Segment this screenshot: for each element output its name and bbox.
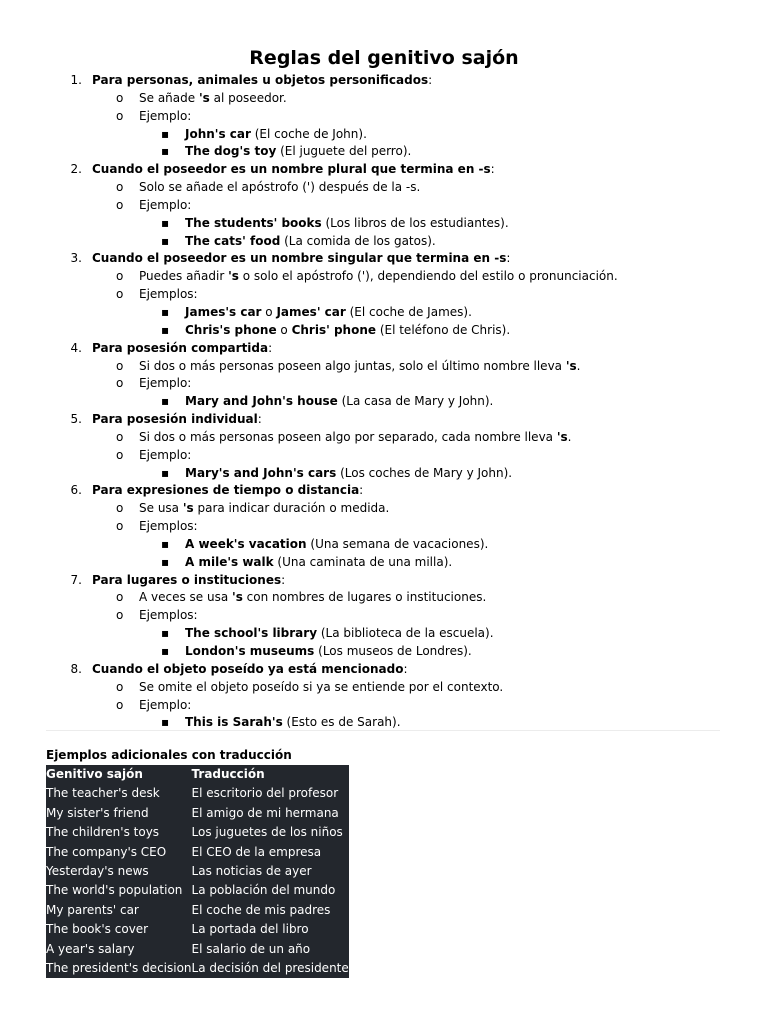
square-bullet: ▪: [161, 536, 170, 551]
example-text: [185, 536, 488, 554]
rule-explanation: [139, 429, 572, 447]
circle-bullet: o: [116, 608, 124, 623]
example-label: Ejemplos:: [139, 519, 198, 534]
example-text: [185, 643, 472, 661]
example-english: A week's vacation: [185, 536, 307, 551]
square-bullet: ▪: [161, 233, 170, 248]
square-bullet: ▪: [161, 322, 170, 337]
rule-explanation: [139, 90, 287, 108]
rule-heading: Cuando el objeto poseído ya está mencionado: [92, 661, 404, 676]
example-item: [0, 322, 768, 340]
example-translation: (Los museos de Londres).: [314, 644, 472, 658]
example-label: Ejemplo:: [139, 197, 192, 212]
rule-number: 6.: [70, 483, 82, 498]
rule-heading-line: Cuando el objeto poseído ya está mencionado:: [92, 661, 408, 676]
example-item: [0, 536, 768, 554]
rule-heading: Para posesión individual: [92, 412, 258, 427]
example-label-item: [0, 697, 768, 715]
example-translation: (Una caminata de una milla).: [273, 554, 453, 569]
rule-item: [0, 661, 768, 679]
rules-list: [0, 72, 768, 732]
example-label-item: [0, 286, 768, 304]
example-translation: (El juguete del perro).: [276, 144, 412, 159]
example-item: [0, 554, 768, 572]
bold-text: 's: [556, 429, 568, 444]
example-translation: (Los coches de Mary y John).: [336, 465, 513, 480]
rule-heading: Cuando el poseedor es un nombre singular que termina en -s: [92, 251, 507, 266]
text-segment: Se añade: [139, 90, 199, 105]
text-segment: Se omite el objeto poseído si ya se entiende por el contexto.: [139, 679, 504, 694]
rule-heading-line: Para lugares o instituciones:: [92, 572, 286, 587]
rule-heading: Para personas, animales u objetos personificados: [92, 73, 429, 87]
square-bullet: ▪: [161, 644, 170, 658]
example-english: John's car: [185, 126, 251, 141]
example-item: [0, 215, 768, 233]
rule-explanation-item: [0, 90, 768, 108]
example-english: James's car: [185, 304, 262, 319]
example-label: Ejemplo:: [139, 697, 192, 712]
example-english: London's museums: [185, 644, 315, 658]
text-segment: Si dos o más personas poseen algo juntas, solo el último nombre lleva: [139, 358, 566, 373]
example-item: [0, 625, 768, 643]
example-translation: o: [276, 322, 292, 337]
example-translation: (Esto es de Sarah).: [282, 715, 401, 730]
text-segment: Solo se añade el apóstrofo (') después de la -s.: [139, 180, 421, 195]
example-text: [185, 143, 411, 161]
rule-heading-line: Para expresiones de tiempo o distancia:: [92, 483, 364, 498]
rule-explanation-item: [0, 179, 768, 197]
table-row: [46, 862, 349, 881]
example-translation: (La biblioteca de la escuela).: [317, 626, 494, 641]
example-english: Chris's phone: [185, 322, 277, 337]
rule-heading-line: Cuando el poseedor es un nombre singular que termina en -s:: [92, 251, 511, 266]
rule-explanation-item: [0, 589, 768, 607]
example-english: Chris' phone: [291, 322, 376, 337]
rule-heading: Para expresiones de tiempo o distancia: [92, 483, 360, 498]
example-english: The dog's toy: [185, 144, 277, 159]
example-translation: (La casa de Mary y John).: [337, 394, 494, 409]
example-english: Mary and John's house: [185, 394, 338, 409]
circle-bullet: o: [116, 501, 124, 516]
rule-explanation-item: [0, 358, 768, 376]
example-text: [185, 215, 509, 233]
cell-genitivo: The book's cover: [46, 922, 149, 937]
table-row: [46, 901, 349, 920]
square-bullet: ▪: [161, 715, 170, 730]
rule-item: [0, 572, 768, 590]
square-bullet: ▪: [161, 126, 170, 141]
example-english: The students' books: [185, 215, 322, 230]
rule-explanation: [139, 589, 486, 607]
square-bullet: ▪: [161, 465, 170, 480]
square-bullet: ▪: [161, 394, 170, 409]
example-text: [185, 554, 452, 572]
header-genitivo: Genitivo sajón: [46, 767, 143, 781]
example-english: James' car: [276, 304, 346, 319]
cell-genitivo: My sister's friend: [46, 805, 149, 820]
bold-text: 's: [565, 358, 577, 373]
rule-explanation: [139, 179, 420, 197]
rule-heading: Para posesión compartida: [92, 340, 269, 355]
square-bullet: ▪: [161, 304, 170, 319]
rule-explanation-item: [0, 429, 768, 447]
circle-bullet: o: [116, 519, 124, 534]
circle-bullet: o: [116, 269, 124, 284]
header-traduccion: Traducción: [191, 767, 265, 781]
example-label: Ejemplos:: [139, 287, 198, 302]
rule-number: 4.: [70, 340, 82, 355]
example-item: [0, 233, 768, 251]
example-label-item: [0, 197, 768, 215]
cell-genitivo: The president's decision: [46, 961, 192, 976]
example-label-item: [0, 375, 768, 393]
example-label: Ejemplo:: [139, 376, 192, 391]
cell-genitivo: Yesterday's news: [46, 864, 149, 879]
example-item: [0, 126, 768, 144]
rule-heading: Para lugares o instituciones: [92, 572, 282, 587]
example-label-item: [0, 607, 768, 625]
cell-traduccion: La decisión del presidente: [191, 961, 349, 976]
rule-explanation-item: [0, 679, 768, 697]
rule-number: 5.: [70, 412, 82, 427]
square-bullet: ▪: [161, 215, 170, 230]
example-english: A mile's walk: [185, 554, 274, 569]
text-segment: .: [576, 358, 581, 373]
circle-bullet: o: [116, 447, 124, 462]
circle-bullet: o: [116, 697, 124, 712]
text-segment: Puedes añadir: [139, 269, 229, 284]
example-label-item: [0, 518, 768, 536]
square-bullet: ▪: [161, 626, 170, 641]
circle-bullet: o: [116, 376, 124, 391]
cell-genitivo: The teacher's desk: [46, 786, 160, 801]
text-segment: para indicar duración o medida.: [193, 501, 390, 516]
table-row: [46, 823, 349, 842]
cell-traduccion: La población del mundo: [191, 883, 336, 898]
rule-item: [0, 340, 768, 358]
example-translation: (La comida de los gatos).: [280, 233, 436, 248]
example-text: [185, 233, 436, 251]
example-text: [185, 625, 494, 643]
example-english: The cats' food: [185, 233, 281, 248]
example-item: [0, 643, 768, 661]
example-translation: (Una semana de vacaciones).: [306, 536, 489, 551]
square-bullet: ▪: [161, 144, 170, 159]
example-text: [185, 304, 472, 322]
table-row: [46, 920, 349, 939]
cell-traduccion: El escritorio del profesor: [191, 786, 339, 801]
example-english: This is Sarah's: [185, 715, 283, 730]
cell-traduccion: El coche de mis padres: [191, 902, 331, 917]
text-segment: o solo el apóstrofo ('), dependiendo del estilo o pronunciación.: [238, 269, 618, 284]
circle-bullet: o: [116, 429, 124, 444]
example-item: [0, 393, 768, 411]
example-translation: o: [261, 304, 277, 319]
circle-bullet: o: [116, 287, 124, 302]
example-item: [0, 304, 768, 322]
cell-traduccion: La portada del libro: [191, 922, 309, 937]
rule-number: 2.: [70, 162, 82, 177]
example-translation: (Los libros de los estudiantes).: [321, 215, 509, 230]
circle-bullet: o: [116, 90, 124, 105]
example-item: [0, 465, 768, 483]
rule-item: [0, 161, 768, 179]
text-segment: al poseedor.: [209, 90, 287, 105]
rule-heading: Cuando el poseedor es un nombre plural que termina en -s: [92, 162, 491, 177]
cell-genitivo: A year's salary: [46, 941, 135, 956]
rule-explanation: [139, 358, 581, 376]
table-row: [46, 804, 349, 823]
rule-item: [0, 250, 768, 268]
example-text: [185, 322, 510, 340]
bold-text: 's: [232, 590, 243, 605]
example-label: Ejemplos:: [139, 608, 198, 623]
example-text: [185, 393, 493, 411]
text-segment: A veces se usa: [139, 590, 233, 605]
rule-number: 1.: [70, 73, 82, 87]
example-english: Mary's and John's cars: [185, 465, 337, 480]
rule-number: 3.: [70, 251, 82, 266]
cell-traduccion: El salario de un año: [191, 941, 311, 956]
example-label-item: [0, 447, 768, 465]
rule-explanation: [139, 500, 389, 518]
example-translation: (El coche de John).: [250, 126, 367, 141]
rule-item: [0, 482, 768, 500]
rule-item: [0, 72, 768, 90]
example-text: [185, 126, 367, 144]
table-title: Ejemplos adicionales con traducción: [46, 748, 292, 762]
example-text: [185, 465, 512, 483]
table-header-row: [46, 765, 349, 784]
rule-explanation-item: [0, 268, 768, 286]
example-translation: (El coche de James).: [345, 304, 472, 319]
rule-heading-line: Para posesión compartida:: [92, 340, 273, 355]
cell-traduccion: Las noticias de ayer: [191, 864, 312, 879]
circle-bullet: o: [116, 590, 124, 605]
cell-traduccion: Los juguetes de los niños: [191, 825, 343, 840]
text-segment: con nombres de lugares o instituciones.: [242, 590, 487, 605]
circle-bullet: o: [116, 180, 124, 195]
rule-item: [0, 411, 768, 429]
rule-heading-line: Para posesión individual:: [92, 412, 262, 427]
circle-bullet: o: [116, 197, 124, 212]
bold-text: 's: [228, 269, 239, 284]
example-label: Ejemplo:: [139, 108, 192, 123]
table-row: [46, 881, 349, 900]
example-label: Ejemplo:: [139, 447, 192, 462]
example-label-item: [0, 108, 768, 126]
rule-explanation-item: [0, 500, 768, 518]
table-row: [46, 940, 349, 959]
text-segment: Se usa: [139, 501, 183, 516]
rule-heading-line: Cuando el poseedor es un nombre plural que termina en -s:: [92, 162, 495, 177]
example-english: The school's library: [185, 626, 318, 641]
circle-bullet: o: [116, 358, 124, 373]
circle-bullet: o: [116, 679, 124, 694]
cell-genitivo: The children's toys: [46, 825, 160, 840]
examples-table: [46, 765, 349, 978]
horizontal-divider: [46, 730, 720, 731]
document-title: Reglas del genitivo sajón: [249, 47, 519, 69]
cell-genitivo: My parents' car: [46, 902, 139, 917]
rule-explanation: [139, 268, 618, 286]
example-translation: (El teléfono de Chris).: [376, 322, 511, 337]
rule-explanation: [139, 679, 503, 697]
cell-traduccion: El amigo de mi hermana: [191, 805, 339, 820]
cell-genitivo: The company's CEO: [46, 844, 167, 859]
bold-text: 's: [182, 501, 194, 516]
rule-heading-line: Para personas, animales u objetos personificados:: [92, 73, 433, 87]
table-row: [46, 784, 349, 803]
text-segment: Si dos o más personas poseen algo por separado, cada nombre lleva: [139, 429, 557, 444]
bold-text: 's: [198, 90, 210, 105]
table-row: [46, 843, 349, 862]
rule-number: 8.: [70, 661, 82, 676]
square-bullet: ▪: [161, 554, 170, 569]
cell-genitivo: The world's population: [46, 883, 183, 898]
table-row: [46, 959, 349, 978]
text-segment: .: [567, 429, 572, 444]
circle-bullet: o: [116, 108, 124, 123]
rule-number: 7.: [70, 572, 82, 587]
example-item: [0, 143, 768, 161]
cell-traduccion: El CEO de la empresa: [191, 844, 322, 859]
